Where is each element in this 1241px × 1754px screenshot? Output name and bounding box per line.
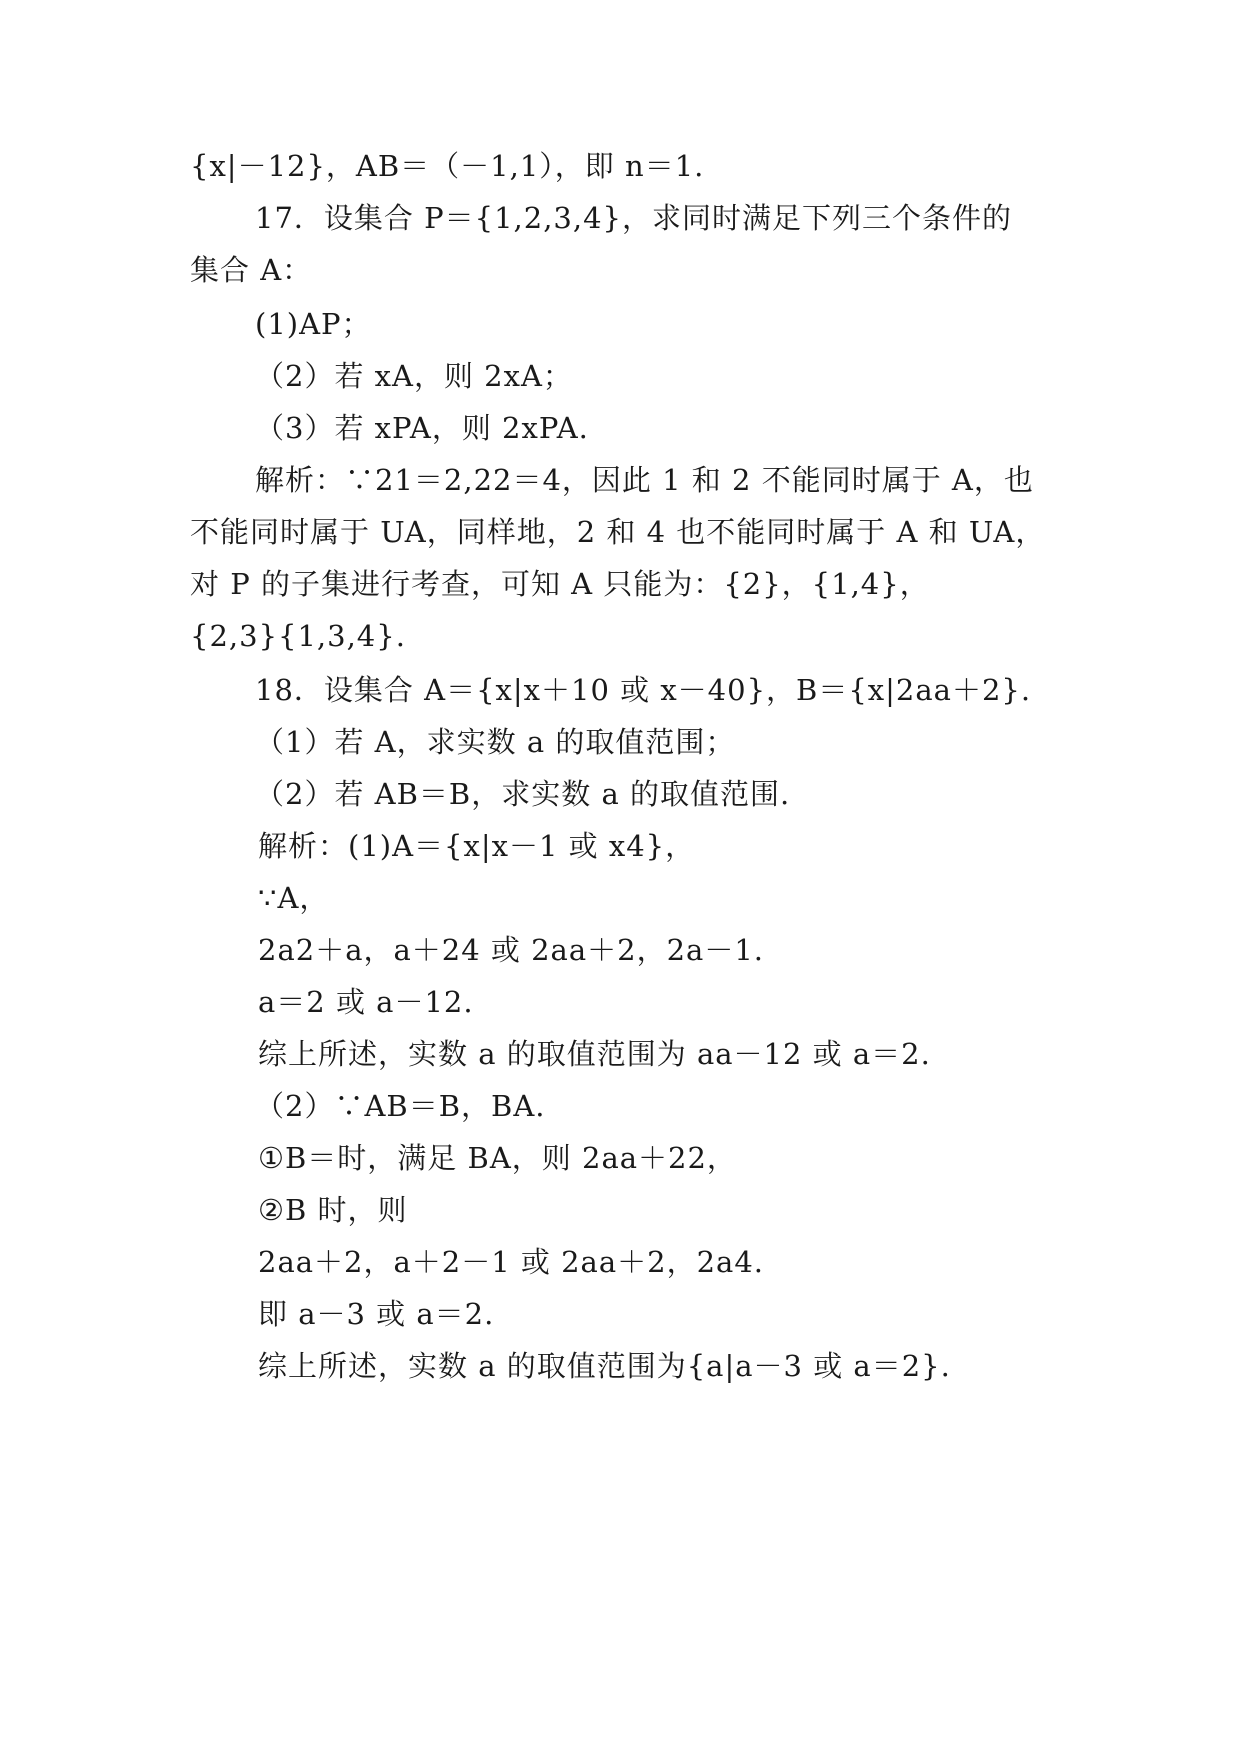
solution-17-line-2: 不能同时属于 UA，同样地，2 和 4 也不能同时属于 A 和 UA， [190, 515, 1046, 549]
solution-18-line-3: 2a2＋a，a＋24 或 2aa＋2，2a－1. [258, 933, 764, 967]
problem-18-heading: 18．设集合 A＝{x|x＋10 或 x－40}，B＝{x|2aa＋2}. [255, 673, 1032, 707]
solution-18-line-2: ∵A， [258, 881, 330, 915]
solution-18-line-6: （2）∵AB＝B，BA. [255, 1089, 546, 1123]
text-line-1: {x|－12}，AB＝（－1,1），即 n＝1. [190, 149, 705, 183]
solution-18-line-8: ②B 时，则 [258, 1193, 408, 1227]
question-18-1: （1）若 A，求实数 a 的取值范围； [255, 725, 736, 759]
solution-18-line-5: 综上所述，实数 a 的取值范围为 aa－12 或 a＝2. [258, 1037, 931, 1071]
solution-17-line-4: {2,3}{1,3,4}. [190, 619, 406, 653]
solution-17-line-3: 对 P 的子集进行考查，可知 A 只能为：{2}，{1,4}， [190, 567, 930, 601]
question-18-2: （2）若 AB＝B，求实数 a 的取值范围. [255, 777, 791, 811]
solution-18-line-11: 综上所述，实数 a 的取值范围为{a|a－3 或 a＝2}. [258, 1349, 951, 1383]
solution-18-line-10: 即 a－3 或 a＝2. [258, 1297, 495, 1331]
condition-2: （2）若 xA，则 2xA； [255, 359, 573, 393]
text-line-3: 集合 A： [190, 253, 313, 287]
condition-3: （3）若 xPA，则 2xPA. [255, 411, 589, 445]
solution-18-line-7: ①B＝时，满足 BA，则 2aa＋22， [258, 1141, 737, 1175]
solution-18-line-1: 解析：(1)A＝{x|x－1 或 x4}， [258, 829, 696, 863]
problem-17-heading: 17．设集合 P＝{1,2,3,4}，求同时满足下列三个条件的 [255, 201, 1012, 235]
solution-18-line-4: a＝2 或 a－12. [258, 985, 474, 1019]
solution-17-line-1: 解析：∵21＝2,22＝4，因此 1 和 2 不能同时属于 A，也 [255, 463, 1034, 497]
condition-1: (1)AP； [255, 307, 372, 341]
solution-18-line-9: 2aa＋2，a＋2－1 或 2aa＋2，2a4. [258, 1245, 764, 1279]
